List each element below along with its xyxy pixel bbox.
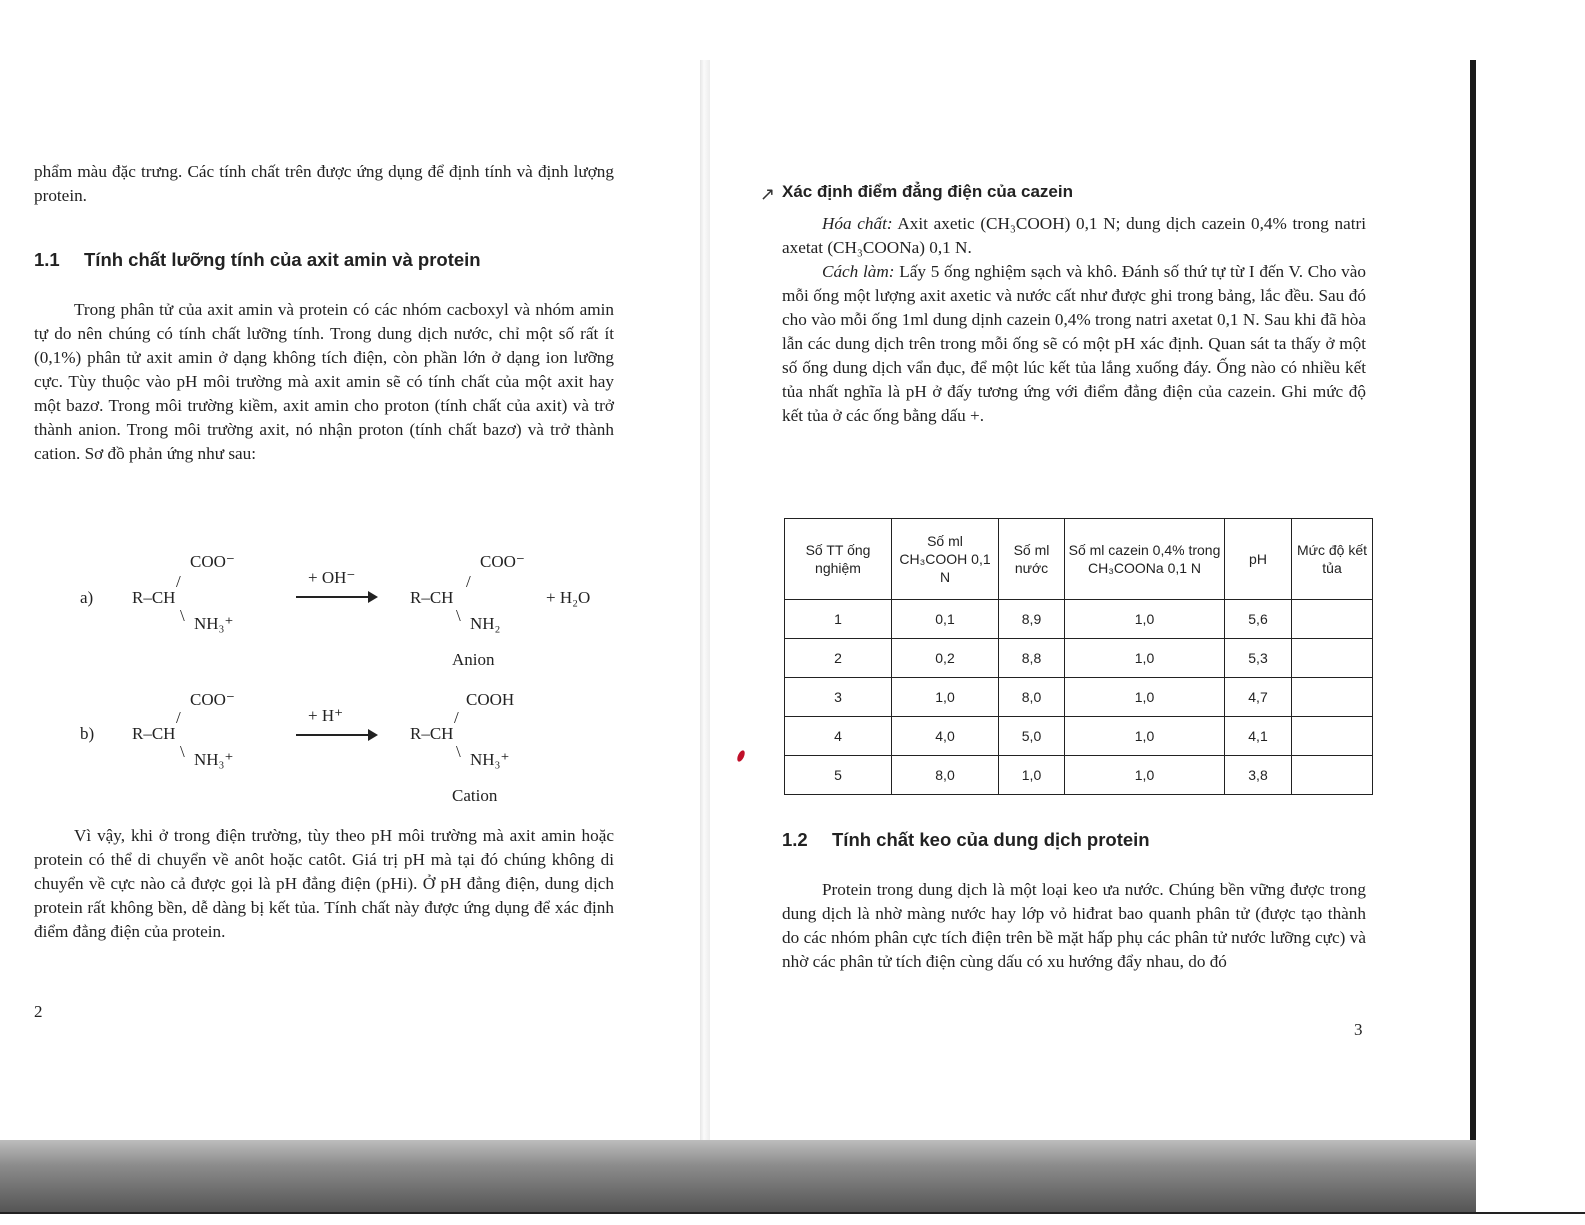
reagent: + H⁺ <box>308 706 344 725</box>
reaction-label: a) <box>80 588 94 607</box>
reactant-bottom-group: NH₃⁺ <box>194 750 234 769</box>
cell-acetic: 0,1 <box>892 600 999 639</box>
table-row <box>785 639 1373 678</box>
reactant-bottom-group: NH₃⁺ <box>194 614 234 633</box>
section-title: Tính chất keo của dung dịch protein <box>832 829 1150 850</box>
cell-ph: 5,3 <box>1225 639 1292 678</box>
cell-tube: 1 <box>785 600 892 639</box>
bond-slash: / <box>466 572 471 591</box>
product-chain: R–CH <box>410 588 454 607</box>
intro-paragraph: phẩm màu đặc trưng. Các tính chất trên được ứng dụng để định tính và định lượng protein. <box>34 162 614 205</box>
section-number: 1.1 <box>34 249 60 270</box>
bond-backslash: \ <box>456 606 461 625</box>
cell-tube: 3 <box>785 678 892 717</box>
cell-ph: 4,7 <box>1225 678 1292 717</box>
chemicals-label: Hóa chất: <box>822 214 893 233</box>
product-bottom-group: NH₃⁺ <box>470 750 510 769</box>
cell-tube: 2 <box>785 639 892 678</box>
right-page-lower <box>782 828 1366 974</box>
cell-casein: 1,0 <box>1065 717 1225 756</box>
cell-casein: 1,0 <box>1065 756 1225 795</box>
reaction-b <box>80 690 620 810</box>
section-heading-1-2 <box>782 828 1366 852</box>
product-caption: Anion <box>452 650 495 669</box>
cell-ph: 4,1 <box>1225 717 1292 756</box>
cell-tube: 5 <box>785 756 892 795</box>
header-ph: pH <box>1225 519 1292 600</box>
cell-casein: 1,0 <box>1065 600 1225 639</box>
product-bottom-group: NH₂ <box>470 614 501 633</box>
right-page <box>782 180 1366 428</box>
cell-precipitation <box>1292 756 1373 795</box>
page-number-left: 2 <box>34 1002 43 1021</box>
red-ink-mark <box>736 749 747 762</box>
scan-edge-line <box>0 1212 1585 1214</box>
section-number: 1.2 <box>782 829 808 850</box>
left-page <box>34 160 614 466</box>
cell-water: 8,8 <box>999 639 1065 678</box>
bond-backslash: \ <box>180 606 185 625</box>
colloid-paragraph: Protein trong dung dịch là một loại keo ưa nước. Chúng bền vững được trong dung dịch là nhờ màng nước hay lớp vỏ hiđrat bao quanh phân tử (được tạo thành do các nhóm phân cực tích điện trên bề mặt hấp phụ các phân tử nước lưỡng cực) và nhờ các phân tử tích điện cùng dấu có xu hướng đẩy nhau, do đó <box>782 880 1366 971</box>
chemicals-paragraph <box>782 212 1366 260</box>
table-row <box>785 756 1373 795</box>
scan-shadow <box>0 1140 1476 1212</box>
method-label: Cách làm: <box>822 262 895 281</box>
reaction-a <box>80 552 620 672</box>
cell-water: 1,0 <box>999 756 1065 795</box>
bond-backslash: \ <box>456 742 461 761</box>
product-caption: Cation <box>452 786 498 805</box>
cell-precipitation <box>1292 639 1373 678</box>
reactant-chain: R–CH <box>132 588 176 607</box>
pencil-mark: ↗ <box>760 184 776 205</box>
byproduct: + H₂O <box>546 588 591 607</box>
cell-tube: 4 <box>785 717 892 756</box>
cell-acetic: 4,0 <box>892 717 999 756</box>
cell-casein: 1,0 <box>1065 678 1225 717</box>
amphoteric-paragraph: Trong phân tử của axit amin và protein có các nhóm cacboxyl và nhóm amin tự do nên chúng có tính chất lưỡng tính. Trong dung dịch nước, chỉ một số rất ít (0,1%) phân tử axit amin ở dạng không tích điện, còn phần lớn ở dạng ion lưỡng cực. Tùy thuộc vào pH môi trường mà axit amin sẽ có tính chất của một axit hay một bazơ. Trong môi trường kiềm, axit amin cho proton (tính chất của axit) và trở thành anion. Trong môi trường axit, nó nhận proton (tính chất bazơ) và trở thành cation. Sơ đồ phản ứng như sau: <box>34 300 614 463</box>
cell-water: 8,9 <box>999 600 1065 639</box>
cell-acetic: 0,2 <box>892 639 999 678</box>
header-precipitation: Mức độ kết tủa <box>1292 519 1373 600</box>
cell-ph: 3,8 <box>1225 756 1292 795</box>
book-gutter <box>700 60 710 1140</box>
method-text: Lấy 5 ống nghiệm sạch và khô. Đánh số thứ tự từ I đến V. Cho vào mỗi ống một lượng axit axetic và nước cất như được ghi trong bảng, lắc đều. Sau đó cho vào mỗi ống 1ml dung dịnh cazein 0,4% trong natri axetat 0,1 N. Sau khi đã hòa lẫn các dung dịch trên trong mỗi ống sẽ có một pH xác định. Quan sát ta thấy ở một số ống dung dịch vẩn đục, để một lúc kết tủa lắng xuống đáy. Ống nào có nhiều kết tủa nhất nghĩa là pH ở đấy tương ứng với điểm đẳng điện của cazein. Ghi mức độ kết tủa ở các ống bằng dấu +. <box>782 262 1366 425</box>
cell-precipitation <box>1292 717 1373 756</box>
isoelectric-paragraph: Vì vậy, khi ở trong điện trường, tùy theo pH môi trường mà axit amin hoặc protein có thể di chuyển về anôt hoặc catôt. Giá trị pH mà tại đó chúng không di chuyển về cực nào cả được gọi là pH đẳng điện (pHi). Ở pH đẳng điện, dung dịch protein rất không bền, dễ dàng bị kết tủa. Tính chất này được ứng dụng để xác định điểm đẳng điện của protein. <box>34 826 614 941</box>
header-tube-number: Số TT ống nghiệm <box>785 519 892 600</box>
cell-acetic: 8,0 <box>892 756 999 795</box>
cell-ph: 5,6 <box>1225 600 1292 639</box>
header-casein: Số ml cazein 0,4% trong CH₃COONa 0,1 N <box>1065 519 1225 600</box>
table-header-row <box>785 519 1373 600</box>
chemicals-text: Axit axetic (CH₃COOH) 0,1 N; dung dịch cazein 0,4% trong natri axetat (CH₃COONa) 0,1 N. <box>782 214 1366 257</box>
cell-water: 8,0 <box>999 678 1065 717</box>
bond-slash: / <box>454 708 459 727</box>
reactant-top-group: COO⁻ <box>190 690 235 709</box>
reactant-top-group: COO⁻ <box>190 552 235 571</box>
table-row <box>785 678 1373 717</box>
product-top-group: COOH <box>466 690 515 709</box>
table-row <box>785 600 1373 639</box>
product-top-group: COO⁻ <box>480 552 525 571</box>
experiment-heading: Xác định điểm đẳng điện của cazein <box>782 182 1073 201</box>
isoelectric-table <box>784 518 1373 795</box>
bond-backslash: \ <box>180 742 185 761</box>
section-heading-1-1 <box>34 248 614 272</box>
cell-acetic: 1,0 <box>892 678 999 717</box>
method-paragraph <box>782 260 1366 428</box>
section-title: Tính chất lưỡng tính của axit amin và protein <box>84 249 481 270</box>
bond-slash: / <box>176 708 181 727</box>
reactant-chain: R–CH <box>132 724 176 743</box>
reaction-arrow <box>296 734 376 736</box>
header-acetic-acid: Số ml CH₃COOH 0,1 N <box>892 519 999 600</box>
reaction-arrow <box>296 596 376 598</box>
header-water: Số ml nước <box>999 519 1065 600</box>
cell-casein: 1,0 <box>1065 639 1225 678</box>
cell-water: 5,0 <box>999 717 1065 756</box>
left-page-lower <box>34 824 614 944</box>
page-edge <box>1470 60 1476 1210</box>
page-number-right: 3 <box>1354 1020 1363 1039</box>
table-row <box>785 717 1373 756</box>
product-chain: R–CH <box>410 724 454 743</box>
bond-slash: / <box>176 572 181 591</box>
cell-precipitation <box>1292 678 1373 717</box>
reagent: + OH⁻ <box>308 568 356 587</box>
cell-precipitation <box>1292 600 1373 639</box>
reaction-label: b) <box>80 724 95 743</box>
